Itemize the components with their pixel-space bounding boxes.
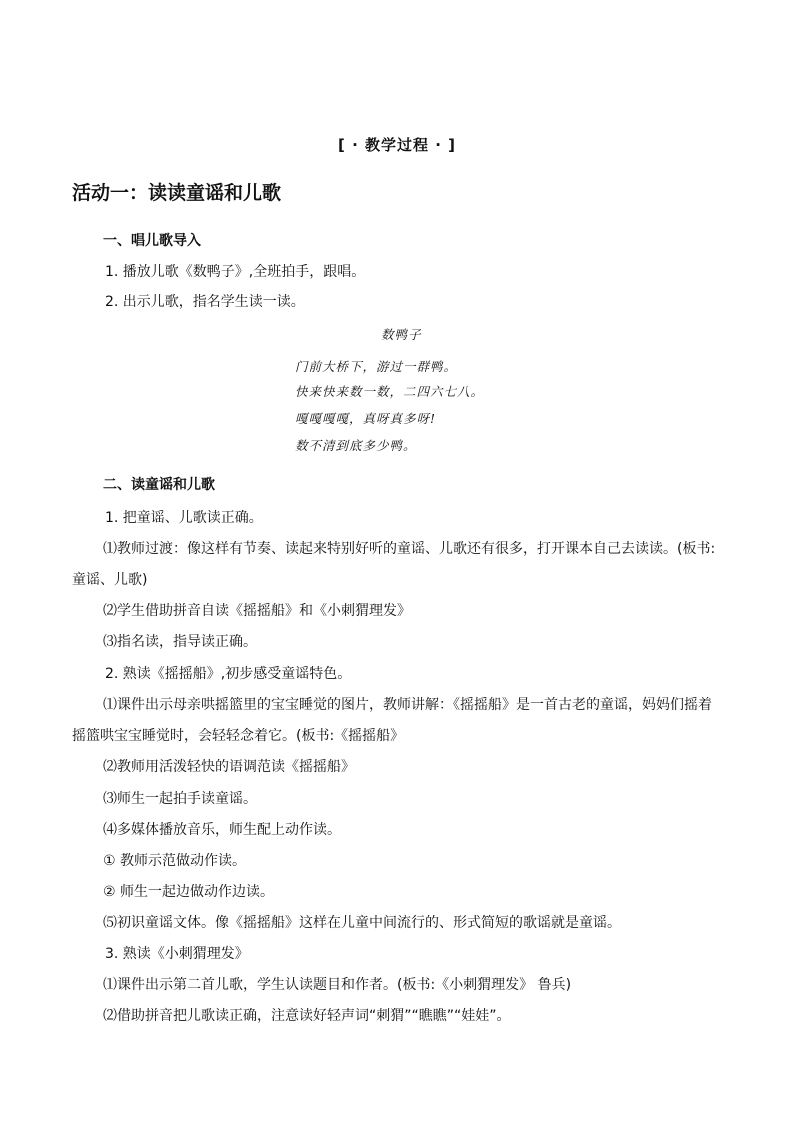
section-2-line: 3. 熟读《小刺猬理发》 — [105, 946, 249, 962]
section-2-line: ⑶指名读，指导读正确。 — [103, 634, 257, 650]
teaching-process-heading: [ · 教学过程 · ] — [338, 136, 456, 154]
section-1-item-1: 1. 播放儿歌《数鸭子》,全班拍手，跟唱。 — [105, 264, 366, 280]
section-1-title: 一、唱儿歌导入 — [103, 233, 201, 249]
poem-line-1: 门前大桥下，游过一群鸭。 — [295, 359, 458, 374]
section-2-line: ② 师生一起边做动作边读。 — [103, 884, 275, 900]
section-1-item-2: 2. 出示儿歌，指名学生读一读。 — [105, 294, 305, 310]
section-2-line: ⑵借助拼音把儿歌读正确，注意读好轻声词“刺猬”“瞧瞧”“娃娃”。 — [103, 1008, 511, 1024]
section-2-line: ⑸初识童谣文体。像《摇摇船》这样在儿童中间流行的、形式简短的歌谣就是童谣。 — [103, 915, 621, 931]
poem-line-3: 嘎嘎嘎嘎，真呀真多呀! — [295, 411, 437, 426]
section-2-line: 摇篮哄宝宝睡觉时，会轻轻念着它。(板书:《摇摇船》 — [72, 728, 405, 744]
section-2-line: ⑵教师用活泼轻快的语调范读《摇摇船》 — [103, 759, 355, 775]
section-2-line: ⑵学生借助拼音自读《摇摇船》和《小刺猬理发》 — [103, 603, 411, 619]
section-2-line: ⑶师生一起拍手读童谣。 — [103, 791, 257, 807]
poem-line-4: 数不清到底多少鸭。 — [295, 438, 417, 453]
section-2-line: 1. 把童谣、儿歌读正确。 — [105, 510, 263, 526]
poem-line-2: 快来快来数一数，二四六七八。 — [295, 384, 485, 399]
section-2-line: ⑴教师过渡：像这样有节奏、读起来特别好听的童谣、儿歌还有很多，打开课本自己去读读。(板书: — [103, 541, 716, 557]
section-2-line: 童谣、儿歌) — [72, 572, 148, 588]
section-2-line: ⑴课件出示第二首儿歌，学生认读题目和作者。(板书:《小刺猬理发》 鲁兵) — [103, 977, 572, 993]
section-2-line: ⑷多媒体播放音乐，师生配上动作读。 — [103, 822, 341, 838]
section-2-title: 二、读童谣和儿歌 — [103, 477, 215, 493]
section-2-line: 2. 熟读《摇摇船》,初步感受童谣特色。 — [105, 666, 352, 682]
activity-title: 活动一：读读童谣和儿歌 — [72, 182, 282, 204]
poem-title: 数鸭子 — [381, 327, 422, 342]
section-2-line: ① 教师示范做动作读。 — [103, 853, 247, 869]
section-2-line: ⑴课件出示母亲哄摇篮里的宝宝睡觉的图片，教师讲解：《摇摇船》是一首古老的童谣，妈妈们摇着 — [103, 697, 712, 713]
